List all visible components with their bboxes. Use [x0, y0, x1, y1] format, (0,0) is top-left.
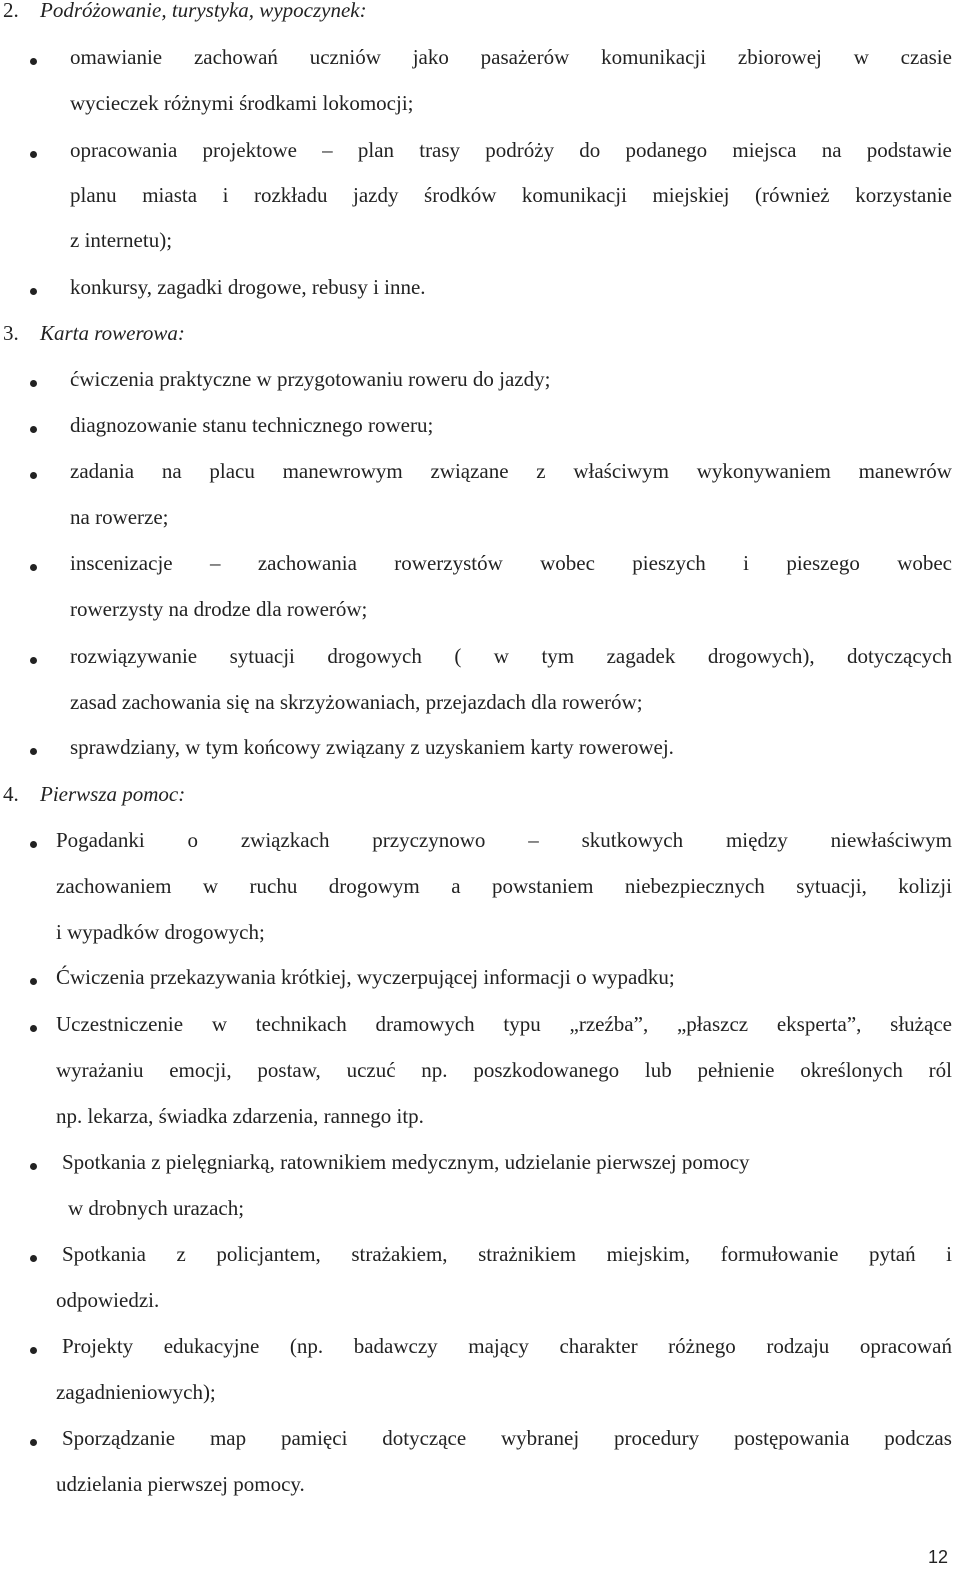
list-item-line: z internetu);: [70, 228, 173, 252]
word: w: [853, 45, 869, 69]
word: strażnikiem: [478, 1242, 577, 1266]
list-item-line: [62, 1336, 952, 1357]
list-item-line: w drobnych urazach;: [68, 1196, 245, 1220]
word: komunikacji: [521, 183, 627, 207]
word: związane: [430, 459, 509, 483]
word: miejsca: [732, 138, 797, 162]
list-item-line: np. lekarza, świadka zdarzenia, rannego itp.: [56, 1104, 424, 1128]
bullet-icon: [30, 748, 37, 755]
word: –: [528, 828, 539, 852]
bullet-icon: [30, 657, 37, 664]
list-item-line: [70, 47, 952, 68]
word: wykonywaniem: [696, 459, 831, 483]
bullet-icon: [30, 426, 37, 433]
word: ruchu: [249, 874, 298, 898]
word: na: [821, 138, 842, 162]
word: właściwym: [573, 459, 669, 483]
list-item-line: [56, 830, 952, 851]
word: wybranej: [501, 1426, 580, 1450]
word: pieszych: [632, 551, 706, 575]
list-item-line: Ćwiczenia przekazywania krótkiej, wyczerpującej informacji o wypadku;: [56, 965, 675, 989]
section-number: 4.: [3, 782, 19, 806]
word: poszkodowanego: [473, 1058, 620, 1082]
word: wobec: [540, 551, 595, 575]
word: podstawie: [866, 138, 952, 162]
word: edukacyjne: [163, 1334, 260, 1358]
word: technikach: [255, 1012, 347, 1036]
word: komunikacji: [601, 45, 707, 69]
bullet-icon: [30, 1439, 37, 1446]
bullet-icon: [30, 58, 37, 65]
bullet-icon: [30, 288, 37, 295]
word: projektowe: [202, 138, 297, 162]
word: zachowania: [257, 551, 357, 575]
word: w: [211, 1012, 228, 1036]
word: (: [454, 644, 462, 668]
section-title: Podróżowanie, turystyka, wypoczynek:: [40, 0, 367, 22]
word: (np.: [289, 1334, 324, 1358]
word: mający: [468, 1334, 529, 1358]
bullet-icon: [30, 1347, 37, 1354]
list-item-line: Spotkania z pielęgniarką, ratownikiem medycznym, udzielanie pierwszej pomocy: [62, 1150, 750, 1174]
word: „płaszcz: [676, 1012, 749, 1036]
word: typu: [503, 1012, 541, 1036]
word: miasta: [142, 183, 198, 207]
word: do: [579, 138, 601, 162]
word: np.: [421, 1058, 448, 1082]
word: wobec: [897, 551, 952, 575]
word: zadania: [70, 459, 135, 483]
word: w: [493, 644, 509, 668]
list-item-line: [70, 461, 952, 482]
word: inscenizacje: [70, 551, 173, 575]
list-item-line: udzielania pierwszej pomocy.: [56, 1472, 305, 1496]
bullet-icon: [30, 564, 37, 571]
word: policjantem,: [216, 1242, 321, 1266]
word: rodzaju: [766, 1334, 830, 1358]
word: (również: [755, 183, 830, 207]
word: pamięci: [280, 1426, 348, 1450]
word: niewłaściwym: [830, 828, 952, 852]
word: powstaniem: [491, 874, 594, 898]
word: różnego: [668, 1334, 736, 1358]
word: Sporządzanie: [62, 1426, 176, 1450]
bullet-icon: [30, 380, 37, 387]
word: podanego: [625, 138, 708, 162]
list-item-line: [56, 876, 952, 897]
word: kolizji: [898, 874, 952, 898]
word: rozkładu: [253, 183, 328, 207]
word: między: [725, 828, 788, 852]
word: planu: [70, 183, 117, 207]
list-item-line: [56, 1014, 952, 1035]
section-number: 2.: [3, 0, 19, 22]
list-item-line: [70, 553, 952, 574]
word: trasy: [419, 138, 461, 162]
word: przyczynowo: [372, 828, 486, 852]
word: drogowym: [328, 874, 420, 898]
bullet-icon: [30, 1255, 37, 1262]
word: związkach: [240, 828, 330, 852]
word: Pogadanki: [56, 828, 145, 852]
word: ról: [928, 1058, 952, 1082]
page-number: 12: [927, 1547, 948, 1567]
word: eksperta”,: [776, 1012, 862, 1036]
word: na: [161, 459, 182, 483]
section-title: Pierwsza pomoc:: [40, 782, 186, 806]
word: służące: [890, 1012, 952, 1036]
word: określonych: [800, 1058, 903, 1082]
word: uczniów: [309, 45, 381, 69]
word: postępowania: [733, 1426, 850, 1450]
list-item-line: rowerzysty na drodze dla rowerów;: [70, 597, 368, 621]
word: zachowań: [193, 45, 278, 69]
word: jako: [412, 45, 449, 69]
word: sytuacji,: [796, 874, 867, 898]
list-item-line: na rowerze;: [70, 505, 169, 529]
word: w: [202, 874, 219, 898]
section-number: 3.: [3, 321, 19, 345]
list-item-line: [70, 646, 952, 667]
list-item-line: i wypadków drogowych;: [56, 920, 265, 944]
word: dotyczących: [847, 644, 952, 668]
bullet-icon: [30, 1163, 37, 1170]
word: rowerzystów: [394, 551, 503, 575]
word: strażakiem,: [351, 1242, 448, 1266]
bullet-icon: [30, 472, 37, 479]
word: środków: [424, 183, 497, 207]
word: Projekty: [62, 1334, 134, 1358]
word: „rzeźba”,: [569, 1012, 649, 1036]
word: o: [187, 828, 198, 852]
word: korzystanie: [855, 183, 952, 207]
word: podróży: [485, 138, 555, 162]
word: zachowaniem: [56, 874, 172, 898]
word: procedury: [613, 1426, 700, 1450]
word: plan: [357, 138, 395, 162]
word: i: [946, 1242, 952, 1266]
word: pasażerów: [480, 45, 570, 69]
bullet-icon: [30, 841, 37, 848]
word: i: [222, 183, 229, 207]
list-item-line: [70, 185, 952, 206]
word: charakter: [559, 1334, 638, 1358]
word: tym: [541, 644, 575, 668]
list-item-line: [62, 1428, 952, 1449]
word: placu: [209, 459, 255, 483]
word: lub: [644, 1058, 672, 1082]
list-item-line: [70, 140, 952, 161]
bullet-icon: [30, 978, 37, 985]
word: dotyczące: [382, 1426, 467, 1450]
word: pełnienie: [697, 1058, 775, 1082]
word: z: [176, 1242, 186, 1266]
word: jazdy: [353, 183, 399, 207]
list-item-line: diagnozowanie stanu technicznego roweru;: [70, 413, 434, 437]
list-item-line: sprawdziany, w tym końcowy związany z uzyskaniem karty rowerowej.: [70, 735, 674, 759]
list-item-line: wycieczek różnymi środkami lokomocji;: [70, 91, 414, 115]
word: skutkowych: [581, 828, 684, 852]
word: omawianie: [70, 45, 163, 69]
word: –: [209, 551, 221, 575]
section-title: Karta rowerowa:: [40, 321, 185, 345]
word: pytań: [868, 1242, 916, 1266]
word: z: [536, 459, 546, 483]
list-item-line: [62, 1244, 952, 1265]
list-item-line: odpowiedzi.: [56, 1288, 160, 1312]
word: dramowych: [375, 1012, 475, 1036]
word: opracowań: [859, 1334, 952, 1358]
word: drogowych),: [707, 644, 815, 668]
word: podczas: [884, 1426, 952, 1450]
word: manewrowym: [282, 459, 403, 483]
list-item-line: zagadnieniowych);: [56, 1380, 216, 1404]
list-item-line: konkursy, zagadki drogowe, rebusy i inne.: [70, 275, 426, 299]
word: opracowania: [70, 138, 178, 162]
word: postaw,: [257, 1058, 321, 1082]
word: miejskim,: [606, 1242, 691, 1266]
word: zbiorowej: [737, 45, 822, 69]
word: miejskiej: [652, 183, 730, 207]
word: pieszego: [786, 551, 860, 575]
list-item-line: zasad zachowania się na skrzyżowaniach, przejazdach dla rowerów;: [70, 690, 643, 714]
word: i: [743, 551, 749, 575]
word: badawczy: [353, 1334, 438, 1358]
word: formułowanie: [720, 1242, 839, 1266]
bullet-icon: [30, 1025, 37, 1032]
word: niebezpiecznych: [624, 874, 765, 898]
bullet-icon: [30, 151, 37, 158]
list-item-line: [56, 1060, 952, 1081]
word: –: [322, 138, 333, 162]
list-item-line: ćwiczenia praktyczne w przygotowaniu roweru do jazdy;: [70, 367, 551, 391]
word: uczuć: [346, 1058, 396, 1082]
word: Uczestniczenie: [56, 1012, 184, 1036]
word: Spotkania: [62, 1242, 146, 1266]
word: wyrażaniu: [56, 1058, 144, 1082]
word: manewrów: [858, 459, 952, 483]
word: zagadek: [606, 644, 676, 668]
word: emocji,: [169, 1058, 232, 1082]
word: drogowych: [327, 644, 422, 668]
word: czasie: [900, 45, 952, 69]
word: a: [451, 874, 461, 898]
word: map: [209, 1426, 247, 1450]
word: sytuacji: [229, 644, 295, 668]
word: rozwiązywanie: [70, 644, 198, 668]
